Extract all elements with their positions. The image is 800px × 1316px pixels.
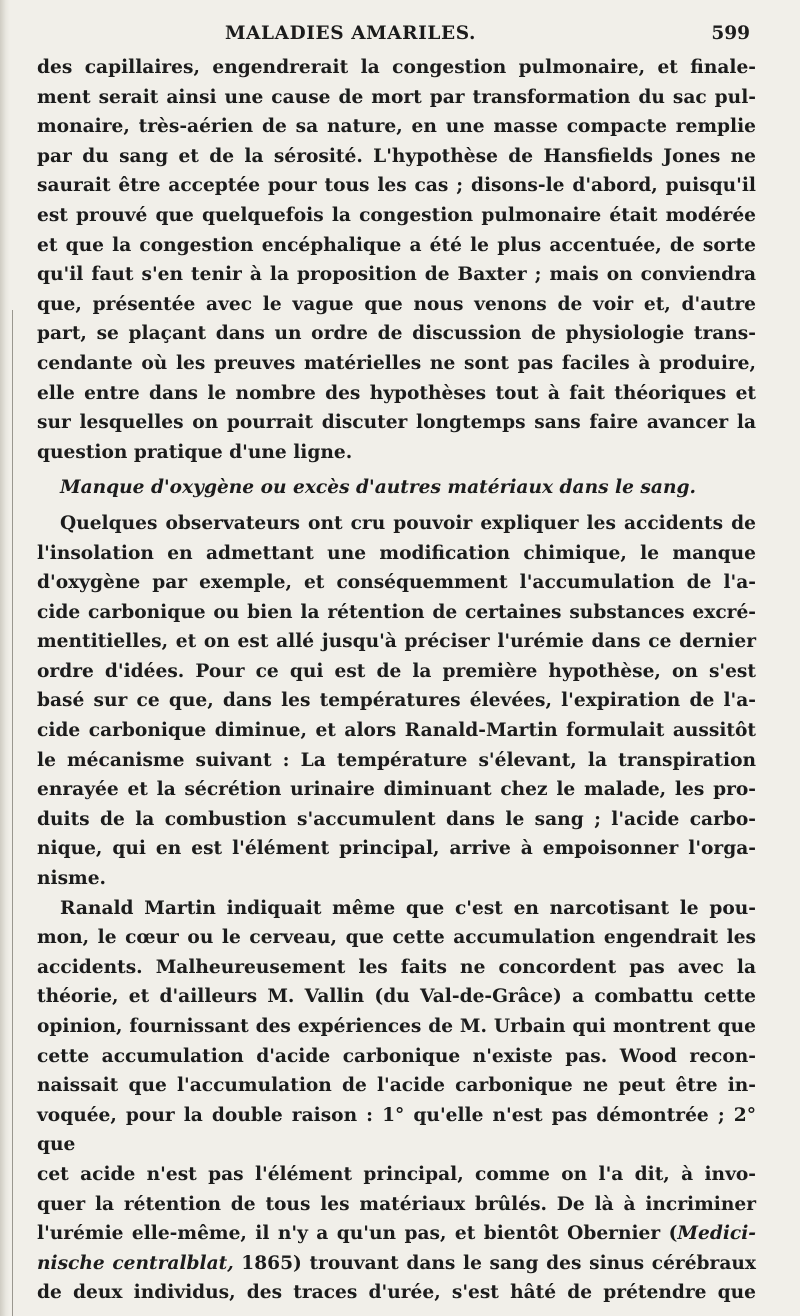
text-line: nisme. — [37, 868, 107, 890]
text-line: naissait que l'accumulation de l'acide carbonique ne peut être in- — [37, 1075, 756, 1097]
text-line: est prouvé que quelquefois la congestion pulmonaire était modérée — [37, 204, 756, 226]
running-title: MALADIES AMARILES. — [225, 23, 477, 44]
text-line: que, présentée avec le vague que nous venons de voir et, d'autre — [37, 293, 756, 315]
citation-italic: Medici- — [677, 1223, 756, 1245]
page-binding-line — [12, 310, 13, 1316]
page-number: 599 — [711, 23, 750, 44]
text-line: enrayée et la sécrétion urinaire diminuant chez le malade, les pro- — [37, 779, 756, 801]
text-segment: 1865) trouvant dans le sang des sinus cérébraux — [233, 1252, 756, 1274]
text-line: mon, le cœur ou le cerveau, que cette accumulation engendrait les — [37, 927, 756, 949]
text-line: question pratique d'une ligne. — [37, 441, 353, 463]
text-segment: l'urémie elle-même, il n'y a qu'un pas, et bientôt Obernier ( — [37, 1223, 678, 1245]
text-line: et que la congestion encéphalique a été le plus accentuée, de sorte — [37, 234, 756, 256]
text-line: basé sur ce que, dans les températures élevées, l'expiration de l'a- — [37, 690, 756, 712]
text-line: de deux individus, des traces d'urée, s'est hâté de prétendre que — [37, 1282, 756, 1304]
text-line: d'oxygène par exemple, et conséquemment l'accumulation de l'a- — [37, 572, 756, 594]
text-line: elle entre dans le nombre des hypothèses tout à fait théoriques et — [37, 382, 756, 404]
text-line-mixed — [37, 1219, 756, 1249]
text-line: par du sang et de la sérosité. L'hypothèse de Hansfields Jones ne — [37, 145, 756, 167]
page-header — [225, 20, 750, 50]
text-line-mixed — [37, 1249, 756, 1279]
text-line: mentitielles, et on est allé jusqu'à préciser l'urémie dans ce dernier — [37, 631, 756, 653]
text-line: des capillaires, engendrerait la congestion pulmonaire, et finale- — [37, 57, 756, 78]
text-line: ment serait ainsi une cause de mort par transformation du sac pul- — [37, 86, 756, 108]
text-line: nique, qui en est l'élément principal, arrive à empoisonner l'orga- — [37, 838, 756, 860]
text-line: ordre d'idées. Pour ce qui est de la première hypothèse, on s'est — [37, 660, 756, 682]
text-line: saurait être acceptée pour tous les cas ; disons-le d'abord, puisqu'il — [37, 175, 756, 197]
text-line: le mécanisme suivant : La température s'élevant, la transpiration — [37, 749, 756, 771]
section-heading: Manque d'oxygène ou excès d'autres matériaux dans le sang. — [60, 477, 696, 499]
text-line: Ranald Martin indiquait même que c'est en narcotisant le pou- — [60, 897, 756, 919]
text-line: accidents. Malheureusement les faits ne concordent pas avec la — [37, 956, 756, 978]
text-line: cette accumulation d'acide carbonique n'existe pas. Wood recon- — [37, 1045, 756, 1067]
text-line: sur lesquelles on pourrait discuter longtemps sans faire avancer la — [37, 412, 756, 434]
text-line: opinion, fournissant des expériences de M. Urbain qui montrent que — [37, 1016, 756, 1037]
text-line: cide carbonique diminue, et alors Ranald-Martin formulait aussitôt — [37, 720, 756, 742]
text-line: qu'il faut s'en tenir à la proposition de Baxter ; mais on conviendra — [37, 264, 756, 286]
text-line: duits de la combustion s'accumulent dans le sang ; l'acide carbo- — [37, 808, 756, 830]
body-text — [37, 53, 756, 1308]
text-line: monaire, très-aérien de sa nature, en une masse compacte remplie — [37, 116, 756, 138]
citation-italic: nische centralblat, — [37, 1252, 234, 1274]
text-line: l'insolation en admettant une modification chimique, le manque — [37, 542, 756, 564]
text-line: cendante où les preuves matérielles ne sont pas faciles à produire, — [37, 352, 756, 374]
text-line: Quelques observateurs ont cru pouvoir expliquer les accidents de — [60, 512, 756, 534]
text-line: voquée, pour la double raison : 1° qu'elle n'est pas démontrée ; 2° que — [37, 1104, 756, 1156]
text-line: quer la rétention de tous les matériaux brûlés. De là à incriminer — [37, 1193, 756, 1215]
text-line: théorie, et d'ailleurs M. Vallin (du Val-de-Grâce) a combattu cette — [37, 986, 756, 1008]
page-binding-shadow — [0, 0, 10, 1316]
text-line: cet acide n'est pas l'élément principal, comme on l'a dit, à invo- — [37, 1163, 756, 1185]
text-line: cide carbonique ou bien la rétention de certaines substances excré- — [37, 601, 756, 623]
text-line: part, se plaçant dans un ordre de discussion de physiologie trans- — [37, 323, 756, 345]
